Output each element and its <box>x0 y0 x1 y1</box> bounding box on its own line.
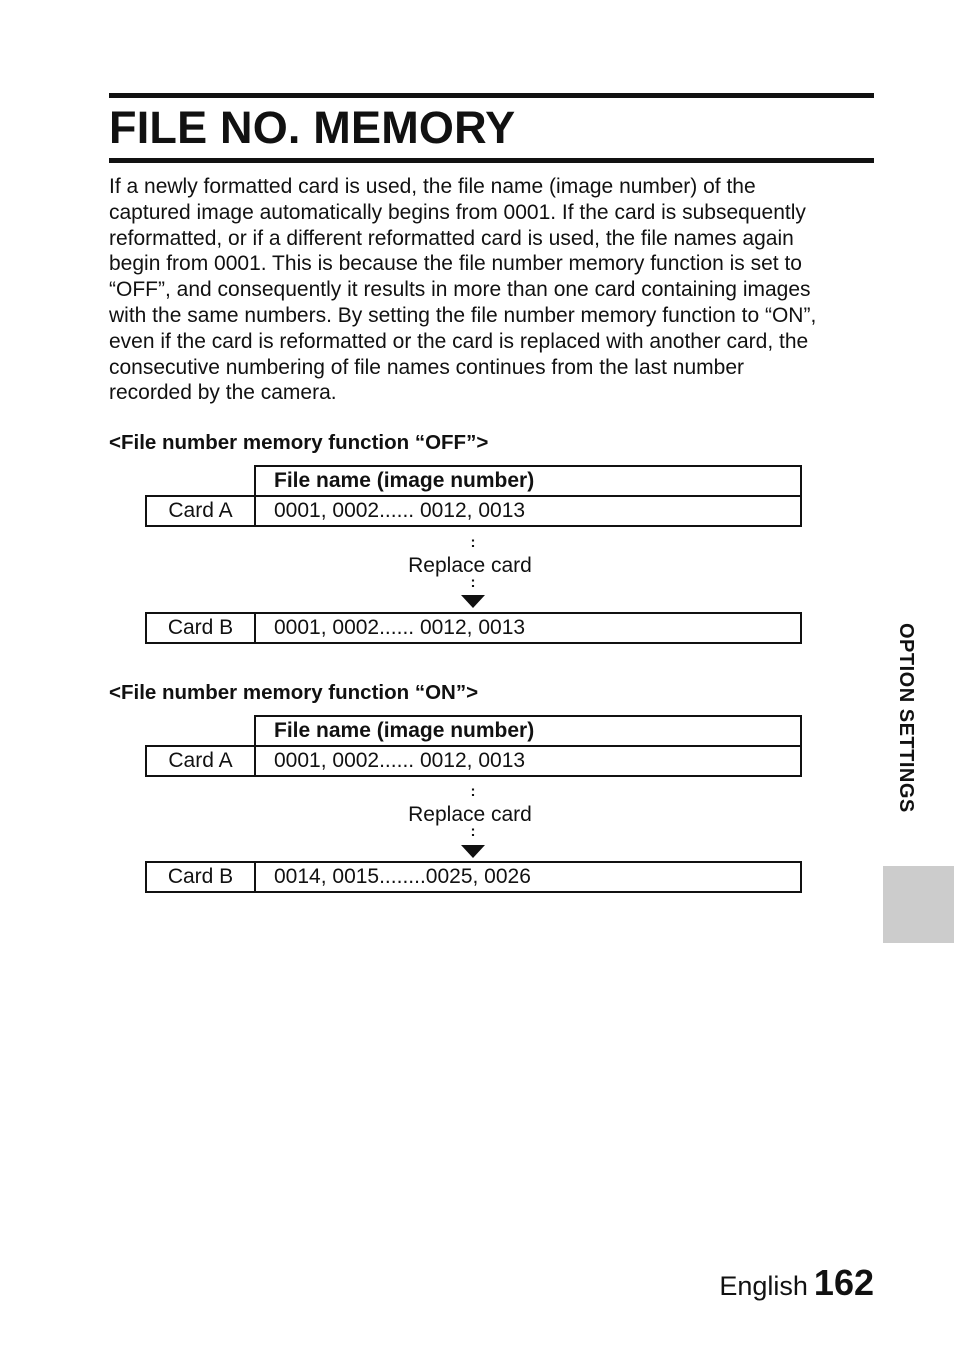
table-header-blank-cell <box>146 466 255 496</box>
table-header-blank-cell <box>146 716 255 746</box>
table-header-cell: File name (image number) <box>255 466 801 496</box>
title-rule-bottom <box>109 158 874 163</box>
file-numbers-cell: 0001, 0002...... 0012, 0013 <box>255 613 801 643</box>
on-section-heading: <File number memory function “ON”> <box>109 681 479 704</box>
replace-card-label: Replace card <box>408 554 532 577</box>
off-section-heading: <File number memory function “OFF”> <box>109 431 489 454</box>
card-label-cell: Card B <box>146 862 255 892</box>
section-side-label: OPTION SETTINGS <box>895 623 917 813</box>
title-rule-top <box>109 93 874 98</box>
table-row <box>146 746 801 776</box>
card-label-cell: Card B <box>146 613 255 643</box>
table-header-row <box>146 716 801 746</box>
dots-icon: : <box>470 783 476 800</box>
page-footer <box>719 1262 874 1304</box>
table-row <box>146 613 801 643</box>
down-arrow-icon <box>461 595 485 608</box>
table-row <box>146 862 801 892</box>
table-row <box>146 496 801 526</box>
card-label-cell: Card A <box>146 746 255 776</box>
dots-icon: : <box>470 574 476 591</box>
off-table-card-a <box>145 465 802 527</box>
dots-icon: : <box>470 534 476 551</box>
footer-language: English <box>719 1271 808 1301</box>
file-numbers-cell: 0001, 0002...... 0012, 0013 <box>255 496 801 526</box>
on-table-card-b <box>145 861 802 893</box>
table-header-row <box>146 466 801 496</box>
down-arrow-icon <box>461 845 485 858</box>
page-number: 162 <box>813 1262 874 1303</box>
page-title: FILE NO. MEMORY <box>109 102 516 153</box>
dots-icon: : <box>470 823 476 840</box>
off-table-card-b <box>145 612 802 644</box>
replace-card-label: Replace card <box>408 803 532 826</box>
on-table-card-a <box>145 715 802 777</box>
file-numbers-cell: 0014, 0015........0025, 0026 <box>255 862 801 892</box>
file-numbers-cell: 0001, 0002...... 0012, 0013 <box>255 746 801 776</box>
table-header-cell: File name (image number) <box>255 716 801 746</box>
intro-paragraph: If a newly formatted card is used, the file name (image number) of the captured image automatically begins from 0001. If the card is subsequently reformatted, or if a different reformatted card is used, the file names again begin from 0001. This is because the file number memory function is set to “OFF”, and consequently it results in more than one card containing images with the same numbers. By setting the file number memory function to “ON”, even if the card is reformatted or the card is replaced with another card, the consecutive numbering of file names continues from the last number recorded by the camera. <box>109 175 817 405</box>
card-label-cell: Card A <box>146 496 255 526</box>
section-tab-marker <box>883 866 954 943</box>
